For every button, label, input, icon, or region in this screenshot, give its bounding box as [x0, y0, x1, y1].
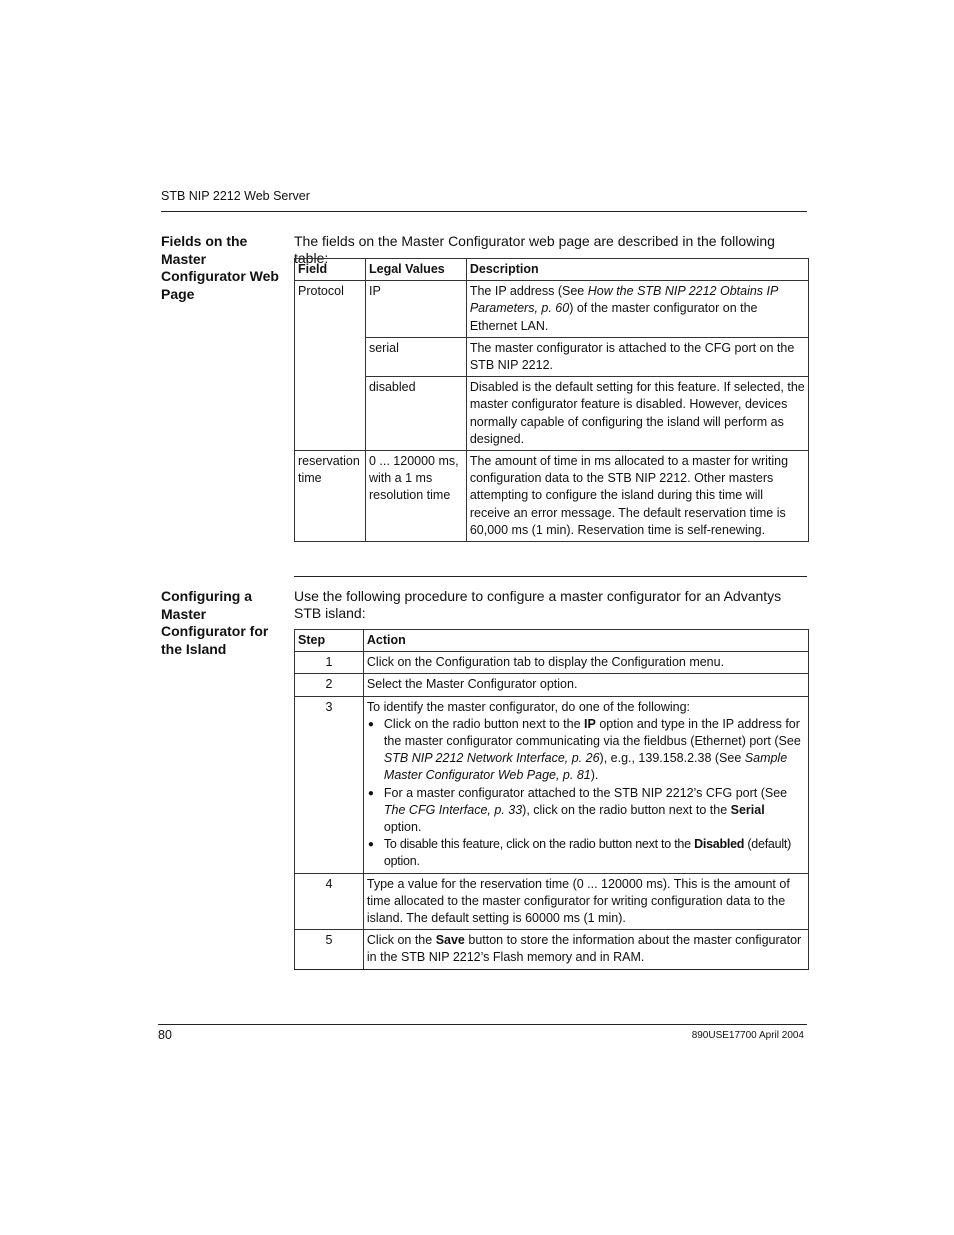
- section-rule: [294, 576, 807, 577]
- section-end-rule: [294, 969, 807, 970]
- table-row: [295, 281, 809, 338]
- step-number: 2: [295, 674, 364, 696]
- table-row: [295, 674, 809, 696]
- table-header-row: [295, 630, 809, 652]
- step-text: button to store the information about the master configurator in the STB NIP 2212’s Flash memory and in RAM.: [366, 933, 802, 965]
- list-text: (default) option.: [383, 837, 792, 869]
- desc-text: ) of the master configurator on the Ethernet LAN.: [469, 301, 758, 333]
- step-action: Type a value for the reservation time (0 ... 120000 ms). This is the amount of time allocated to the master configurator for writing configuration data to the island. The default setting is 60000 ms (1 min).: [363, 873, 808, 930]
- value-cell-ip: IP: [365, 281, 466, 338]
- desc-text: The IP address (See: [469, 284, 588, 299]
- header-rule: [161, 211, 807, 212]
- section-heading-configuring: Configuring a Master Configurator for the Island: [161, 588, 269, 657]
- document-reference: 890USE17700 April 2004: [691, 1030, 804, 1041]
- step-number: 1: [295, 652, 364, 674]
- column-header-step: Step: [295, 630, 364, 652]
- option-name-ip: IP: [584, 716, 596, 731]
- list-text: ).: [590, 768, 599, 783]
- step-intro: To identify the master configurator, do one of the following:: [366, 699, 691, 714]
- step-action: Click on the Configuration tab to display the Configuration menu.: [363, 652, 808, 674]
- list-text: Click on the radio button next to the: [383, 716, 585, 731]
- step-text: Click on the: [366, 933, 436, 948]
- step-action: [363, 696, 808, 873]
- list-text: ), click on the radio button next to the: [522, 802, 731, 817]
- table-row: [295, 652, 809, 674]
- procedure-table: [294, 629, 809, 970]
- list-item: [367, 785, 805, 837]
- desc-cell-reservation: The amount of time in ms allocated to a master for writing configuration data to the STB NIP 2212. Other masters attempting to configure the island during this time will receive an error message. The default reservation time is 60,000 ms (1 min). Reservation time is self-renewing.: [466, 451, 808, 542]
- field-cell-reservation-time: reservation time: [295, 451, 366, 542]
- save-label: Save: [435, 933, 465, 948]
- section-heading-fields: Fields on the Master Configurator Web Page: [161, 233, 279, 302]
- fields-table: [294, 258, 809, 542]
- list-item: [367, 716, 805, 785]
- value-cell-reservation: 0 ... 120000 ms, with a 1 ms resolution time: [365, 451, 466, 542]
- running-header: STB NIP 2212 Web Server: [161, 189, 310, 203]
- list-text: For a master configurator attached to the STB NIP 2212’s CFG port (See: [383, 785, 788, 800]
- desc-cell-serial: The master configurator is attached to the CFG port on the STB NIP 2212.: [466, 337, 808, 376]
- column-header-field: Field: [295, 259, 366, 281]
- table-row: [295, 451, 809, 542]
- option-name-disabled: Disabled: [694, 837, 745, 852]
- option-list: [367, 716, 805, 871]
- cross-reference-link[interactable]: STB NIP 2212 Network Interface, p. 26: [383, 751, 600, 766]
- table-row: [295, 696, 809, 873]
- cross-reference-link[interactable]: The CFG Interface, p. 33: [383, 802, 523, 817]
- table-row: [295, 873, 809, 930]
- section-intro-fields: The fields on the Master Configurator web page are described in the following table:: [294, 233, 775, 266]
- page-number: 80: [158, 1028, 172, 1042]
- list-text: To disable this feature, click on the radio button next to the: [383, 837, 695, 852]
- table-row: [295, 337, 809, 376]
- list-item: [367, 836, 805, 870]
- column-header-action: Action: [363, 630, 808, 652]
- list-text: option.: [383, 820, 422, 835]
- column-header-description: Description: [466, 259, 808, 281]
- step-number: 3: [295, 696, 364, 873]
- footer-rule: [158, 1024, 807, 1025]
- option-name-serial: Serial: [730, 802, 765, 817]
- value-cell-disabled: disabled: [365, 377, 466, 451]
- step-action: Select the Master Configurator option.: [363, 674, 808, 696]
- table-header-row: [295, 259, 809, 281]
- step-number: 4: [295, 873, 364, 930]
- field-cell-protocol: Protocol: [295, 281, 366, 451]
- section-intro-configuring: Use the following procedure to configure a master configurator for an Advantys STB island:: [294, 588, 782, 621]
- cross-reference-link[interactable]: Sample Master Configurator Web Page, p. 81: [383, 751, 788, 783]
- list-text: ), e.g., 139.158.2.38 (See: [599, 751, 745, 766]
- step-number: 5: [295, 930, 364, 969]
- desc-cell-disabled: Disabled is the default setting for this feature. If selected, the master configurator feature is disabled. However, devices normally capable of configuring the island will perform as designed.: [466, 377, 808, 451]
- cross-reference-link[interactable]: How the STB NIP 2212 Obtains IP Parameters, p. 60: [469, 284, 778, 316]
- table-row: [295, 930, 809, 969]
- list-text: option and type in the IP address for the master configurator communicating via the fieldbus (Ethernet) port (See: [383, 716, 801, 749]
- column-header-legal-values: Legal Values: [365, 259, 466, 281]
- table-row: [295, 377, 809, 451]
- value-cell-serial: serial: [365, 337, 466, 376]
- step-action: [363, 930, 808, 969]
- desc-cell-ip: [466, 281, 808, 338]
